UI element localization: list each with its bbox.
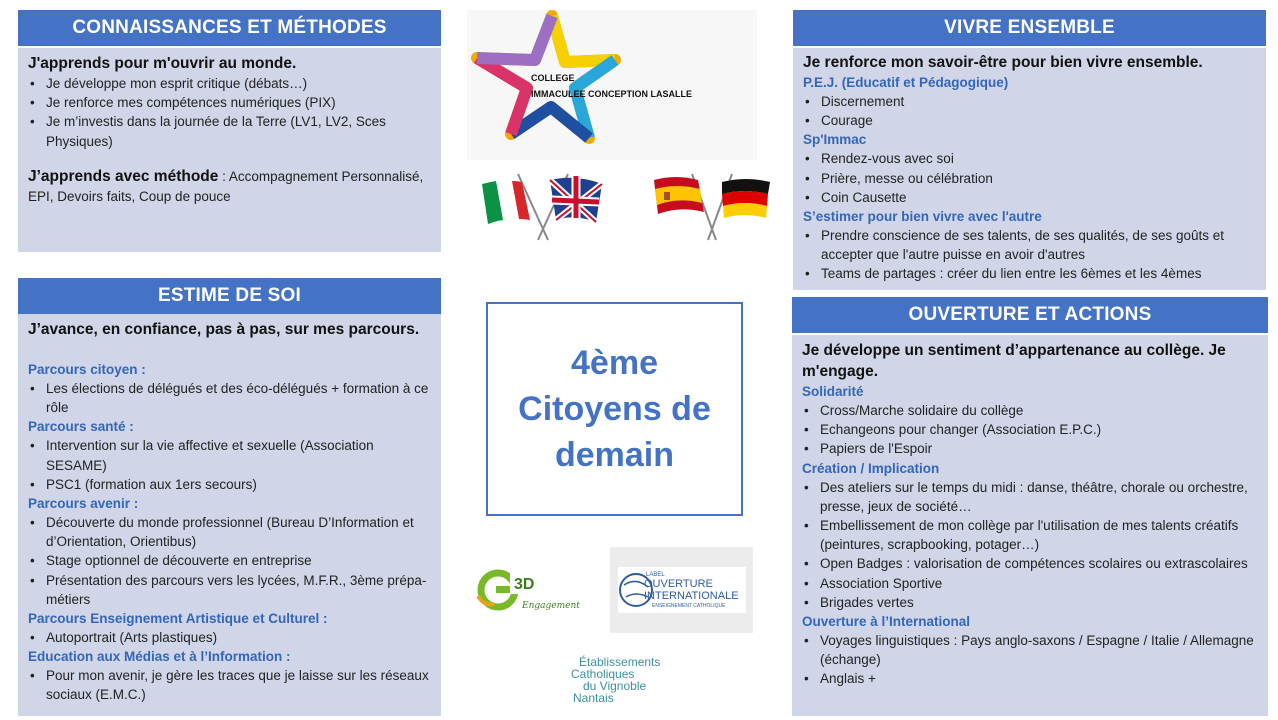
ecvn-text: du Vignoble: [583, 679, 647, 693]
center-title-box: [486, 302, 743, 516]
panel-body-estime: [18, 314, 441, 716]
list-item: • Papiers de l'Espoir: [802, 439, 1258, 458]
title-line: demain: [554, 436, 675, 474]
page-title: [518, 340, 711, 478]
list-item: • Voyages linguistiques : Pays anglo-saxons / Espagne / Italie / Allemagne (échange): [802, 631, 1258, 669]
ecvn-text: Catholiques: [571, 667, 635, 681]
section-title: Education aux Médias et à l’Information :: [28, 649, 291, 665]
bullet-list: [28, 74, 431, 151]
flags-spain-germany: [650, 170, 775, 242]
e3d-sub: Engagement: [522, 601, 580, 611]
list-item: • Prendre conscience de ses talents, de ses qualités, de ses goûts et accepter que l'autre puisse en avoir d'autres: [803, 226, 1256, 264]
section-title: S’estimer pour bien vivre avec l'autre: [803, 209, 1042, 225]
e3d-logo: [474, 566, 592, 618]
section-title: Parcours Enseignement Artistique et Culturel :: [28, 611, 328, 627]
e3d-icon: [474, 566, 592, 618]
list-item: • Discernement: [803, 92, 1256, 111]
section-title: Ouverture à l’International: [802, 614, 971, 630]
bullet-list: [28, 379, 431, 417]
panel-body-vivre: [793, 48, 1266, 290]
star-icon: [467, 10, 757, 160]
label-top: LABEL: [646, 572, 665, 578]
ecvn-text: Établissements: [579, 655, 661, 669]
panel-header-ouverture: OUVERTURE ET ACTIONS: [792, 297, 1268, 333]
spain-flag-icon: [654, 177, 704, 214]
list-item: • Des ateliers sur le temps du midi : danse, théâtre, chorale ou orchestre, presse, jeux de société…: [802, 478, 1258, 516]
list-item: • Courage: [803, 111, 1256, 130]
section-title: Parcours citoyen :: [28, 362, 146, 377]
label-sub: ENSEIGNEMENT CATHOLIQUE: [652, 603, 726, 609]
e3d-text: 3D: [514, 576, 535, 593]
list-item: • Je développe mon esprit critique (débats…): [28, 74, 431, 93]
bullet-list: [802, 478, 1258, 612]
bullet-list: [28, 666, 431, 704]
college-logo: [467, 10, 757, 160]
list-item: • Présentation des parcours vers les lycées, M.F.R., 3ème prépa-métiers: [28, 571, 431, 609]
label-line-2: INTERNATIONALE: [644, 590, 739, 602]
methode-text: : Accompagnement Personnalisé, EPI, Devoirs faits, Coup de pouce: [28, 168, 424, 204]
list-item: • Découverte du monde professionnel (Bureau D’Information et d’Orientation, Orientibus): [28, 513, 431, 551]
panel-estime: [18, 278, 441, 716]
panel-header-connaissances: CONNAISSANCES ET MÉTHODES: [18, 10, 441, 46]
crossed-flags-icon: [478, 170, 608, 242]
bullet-list: [28, 436, 431, 494]
lead-text: J'apprends pour m'ouvrir au monde.: [28, 55, 297, 72]
logo-text-2: IMMACULEE CONCEPTION LASALLE: [531, 89, 692, 99]
label-ouverture-logo: [610, 547, 753, 633]
panel-ouverture: [792, 297, 1268, 716]
panel-header-estime: ESTIME DE SOI: [18, 278, 441, 314]
lead-text: Je développe un sentiment d’appartenance au collège. Je m'engage.: [802, 342, 1226, 380]
ecvn-logo: [571, 656, 681, 706]
panel-body-ouverture: [792, 335, 1268, 716]
label-line-1: OUVERTURE: [644, 578, 713, 590]
bullet-list: [803, 226, 1256, 284]
bullet-list: [28, 513, 431, 609]
list-item: • Embellissement de mon collège par l'utilisation de mes talents créatifs (peintures, scrapbooking, potager…): [802, 516, 1258, 554]
bullet-list: [28, 628, 431, 647]
methode-paragraph: [28, 167, 431, 207]
list-item: • Cross/Marche solidaire du collège: [802, 401, 1258, 420]
list-item: • Association Sportive: [802, 574, 1258, 593]
list-item: • Open Badges : valorisation de compétences scolaires ou extrascolaires: [802, 554, 1258, 573]
title-line: Citoyens de: [518, 390, 711, 428]
germany-flag-icon: [722, 179, 770, 218]
globe-label-icon: [610, 547, 753, 633]
list-item: • Je m’investis dans la journée de la Terre (LV1, LV2, Sces Physiques): [28, 112, 431, 150]
panel-header-vivre: VIVRE ENSEMBLE: [793, 10, 1266, 46]
lead-text: J’apprends avec méthode: [28, 167, 219, 185]
section-title: Solidarité: [802, 384, 864, 399]
list-item: • Pour mon avenir, je gère les traces que je laisse sur les réseaux sociaux (E.M.C.): [28, 666, 431, 704]
list-item: • Rendez-vous avec soi: [803, 149, 1256, 168]
list-item: • Anglais +: [802, 669, 1258, 688]
list-item: • Echangeons pour changer (Association E.P.C.): [802, 420, 1258, 439]
list-item: • Stage optionnel de découverte en entreprise: [28, 551, 431, 570]
section-title: Parcours santé :: [28, 419, 134, 435]
list-item: • Prière, messe ou célébration: [803, 169, 1256, 188]
list-item: • Teams de partages : créer du lien entre les 6èmes et les 4èmes: [803, 264, 1256, 283]
lead-text: J’avance, en confiance, pas à pas, sur mes parcours.: [28, 321, 420, 338]
bullet-list: [803, 149, 1256, 207]
title-line: 4ème: [571, 344, 658, 382]
section-title: Sp'Immac: [803, 132, 867, 148]
crossed-flags-icon: [650, 170, 775, 242]
list-item: • PSC1 (formation aux 1ers secours): [28, 475, 431, 494]
logo-text-1: COLLEGE: [531, 73, 575, 83]
panel-body-connaissances: [18, 48, 441, 252]
bullet-list: [802, 631, 1258, 689]
uk-flag-icon: [550, 176, 602, 222]
panel-vivre: [793, 10, 1266, 290]
italy-flag-icon: [482, 180, 530, 224]
list-item: • Les élections de délégués et des éco-délégués + formation à ce rôle: [28, 379, 431, 417]
bullet-list: [802, 401, 1258, 459]
section-title: P.E.J. (Educatif et Pédagogique): [803, 75, 1009, 90]
list-item: • Je renforce mes compétences numériques (PIX): [28, 93, 431, 112]
ecvn-text: Nantais: [573, 691, 614, 705]
flags-italy-uk: [478, 170, 608, 242]
list-item: • Intervention sur la vie affective et sexuelle (Association SESAME): [28, 436, 431, 474]
lead-text: Je renforce mon savoir-être pour bien vivre ensemble.: [803, 54, 1203, 71]
bullet-list: [803, 92, 1256, 130]
section-title: Création / Implication: [802, 460, 940, 476]
list-item: • Coin Causette: [803, 188, 1256, 207]
list-item: • Brigades vertes: [802, 593, 1258, 612]
panel-connaissances: [18, 10, 441, 252]
list-item: • Autoportrait (Arts plastiques): [28, 628, 431, 647]
section-title: Parcours avenir :: [28, 496, 139, 512]
